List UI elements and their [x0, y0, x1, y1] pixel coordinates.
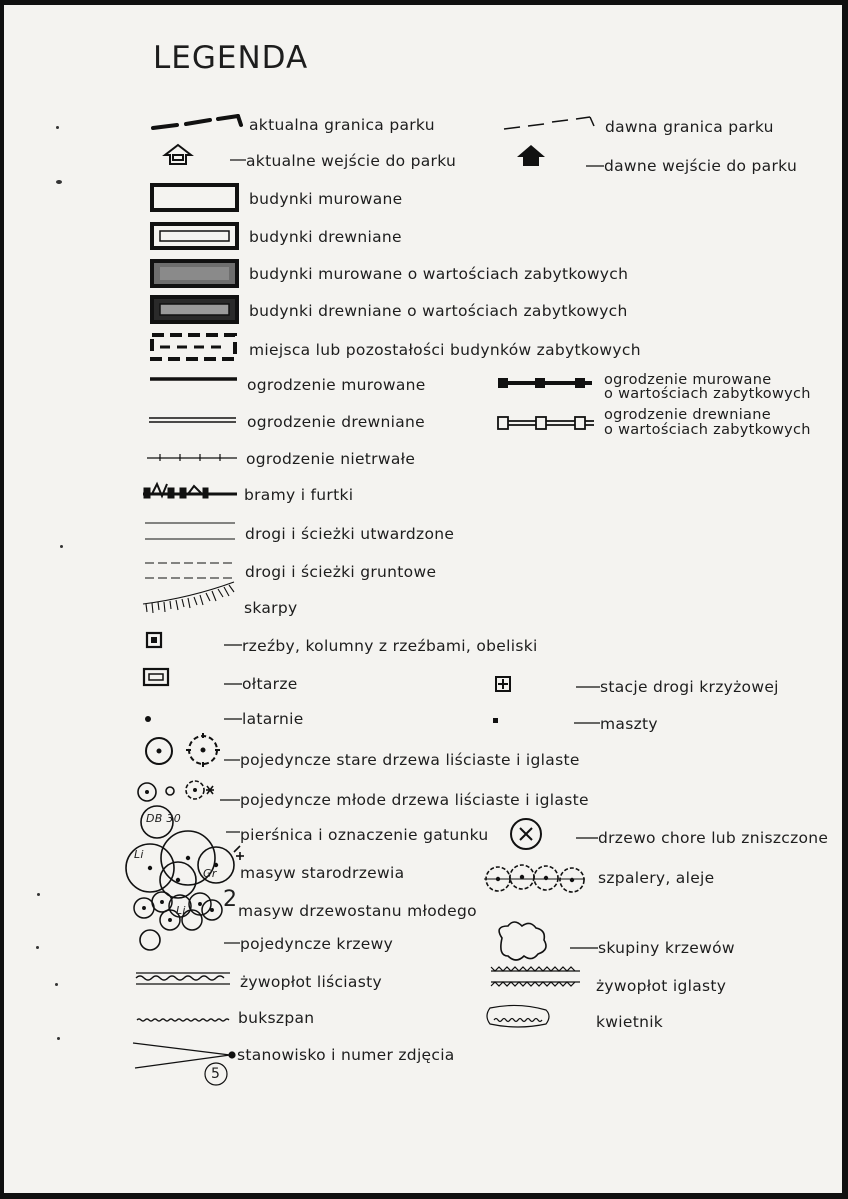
dirt-path-icon — [145, 563, 235, 578]
young-stand-species-mark: Li — [176, 904, 186, 917]
legend-label-old-stand: masyw starodrzewia — [240, 864, 405, 882]
former-park-border-icon — [504, 117, 594, 129]
legend-label-masonry-fence: ogrodzenie murowane — [247, 376, 426, 394]
current-entrance-icon — [165, 145, 191, 164]
legend-label-historic-wooden-fence: ogrodzenie drewniane — [604, 407, 771, 423]
legend-label-wooden-buildings: budynki drewniane — [249, 228, 402, 246]
historic-wooden-fence-icon — [498, 417, 594, 429]
deciduous-hedge-icon — [136, 973, 230, 984]
girth-value-mark: DB 30 — [146, 812, 182, 825]
legend-title: LEGENDA — [153, 40, 309, 76]
young-stand-number-mark: 2 — [223, 887, 238, 912]
legend-label-historic-wooden-fence-2: o wartościach zabytkowych — [604, 422, 811, 438]
lantern-icon — [145, 716, 151, 722]
legend-label-lanterns: latarnie — [242, 710, 304, 728]
legend-label-masonry-buildings: budynki murowane — [249, 190, 403, 208]
boxwood-icon — [137, 1019, 229, 1021]
legend-label-boxwood: bukszpan — [238, 1009, 315, 1027]
legend-label-altars: ołtarze — [242, 675, 298, 693]
legend-label-young-trees: pojedyncze młode drzewa liściaste i iglaste — [240, 791, 589, 809]
shrub-icon — [140, 930, 160, 950]
temporary-fence-icon — [147, 454, 237, 461]
current-park-border-icon — [153, 116, 241, 128]
legend-label-masts: maszty — [600, 715, 658, 733]
legend-label-old-trees: pojedyncze stare drzewa liściaste i iglaste — [240, 751, 580, 769]
legend-label-historic-wooden: budynki drewniane o wartościach zabytkowych — [249, 302, 628, 320]
old-stand-species-mark: Gr — [203, 867, 217, 880]
legend-label-wooden-fence: ogrodzenie drewniane — [247, 413, 426, 431]
alley-icon — [484, 865, 585, 892]
historic-masonry-building-icon — [152, 261, 237, 286]
legend-label-photo-spot: stanowisko i numer zdjęcia — [237, 1046, 455, 1064]
legend-label-dirt-paths: drogi i ścieżki gruntowe — [245, 563, 437, 581]
legend-label-historic-masonry-fence: ogrodzenie murowane — [604, 372, 772, 388]
legend-label-young-stand: masyw drzewostanu młodego — [238, 902, 477, 920]
legend-label-girth: pierśnica i oznaczenie gatunku — [240, 826, 489, 844]
legend-label-shrubs: pojedyncze krzewy — [240, 935, 394, 953]
altar-icon — [144, 669, 168, 685]
building-remains-icon — [152, 335, 235, 359]
flowerbed-icon — [487, 1005, 549, 1027]
legend-label-coniferous-hedge: żywopłot iglasty — [596, 977, 727, 995]
slope-icon — [143, 582, 234, 613]
historic-wooden-building-icon — [152, 297, 237, 322]
legend-label-current-entrance: aktualne wejście do parku — [246, 152, 457, 170]
legend-label-diseased-tree: drzewo chore lub zniszczone — [598, 829, 829, 847]
paved-path-icon — [145, 523, 235, 539]
legend-label-former-border: dawna granica parku — [605, 118, 774, 136]
legend-label-temporary-fence: ogrodzenie nietrwałe — [246, 450, 416, 468]
wooden-building-icon — [152, 224, 237, 248]
photo-number-mark: 5 — [211, 1066, 221, 1082]
mast-icon — [493, 718, 498, 723]
coniferous-hedge-icon — [491, 967, 580, 986]
legend-label-flowerbed: kwietnik — [596, 1013, 664, 1031]
legend-label-sculptures: rzeźby, kolumny z rzeźbami, obeliski — [242, 637, 538, 655]
legend-label-current-border: aktualna granica parku — [249, 116, 435, 134]
stations-icon — [496, 677, 510, 691]
legend-label-slopes: skarpy — [244, 599, 298, 617]
legend-label-former-entrance: dawne wejście do parku — [604, 157, 798, 175]
legend-label-gates: bramy i furtki — [244, 486, 354, 504]
gates-icon — [143, 484, 237, 498]
historic-masonry-fence-icon — [498, 378, 592, 388]
legend-label-deciduous-hedge: żywopłot liściasty — [240, 973, 382, 991]
shrub-group-icon — [499, 922, 546, 960]
wooden-fence-icon — [149, 418, 236, 422]
young-tree-icon — [138, 781, 214, 801]
former-entrance-icon — [517, 145, 545, 166]
legend-label-stations: stacje drogi krzyżowej — [600, 678, 779, 696]
sculpture-icon — [147, 633, 161, 647]
legend-label-building-remains: miejsca lub pozostałości budynków zabytkowych — [249, 341, 641, 359]
legend-label-paved-paths: drogi i ścieżki utwardzone — [245, 525, 455, 543]
old-tree-icon — [146, 733, 220, 767]
legend-label-historic-masonry: budynki murowane o wartościach zabytkowych — [249, 265, 629, 283]
legend-label-historic-masonry-fence-2: o wartościach zabytkowych — [604, 386, 811, 402]
legend-label-shrub-groups: skupiny krzewów — [598, 939, 735, 957]
legend-label-alleys: szpalery, aleje — [598, 869, 715, 887]
masonry-building-icon — [152, 185, 237, 210]
diseased-tree-icon — [511, 819, 541, 849]
old-stand-species-mark: Li — [134, 848, 144, 861]
